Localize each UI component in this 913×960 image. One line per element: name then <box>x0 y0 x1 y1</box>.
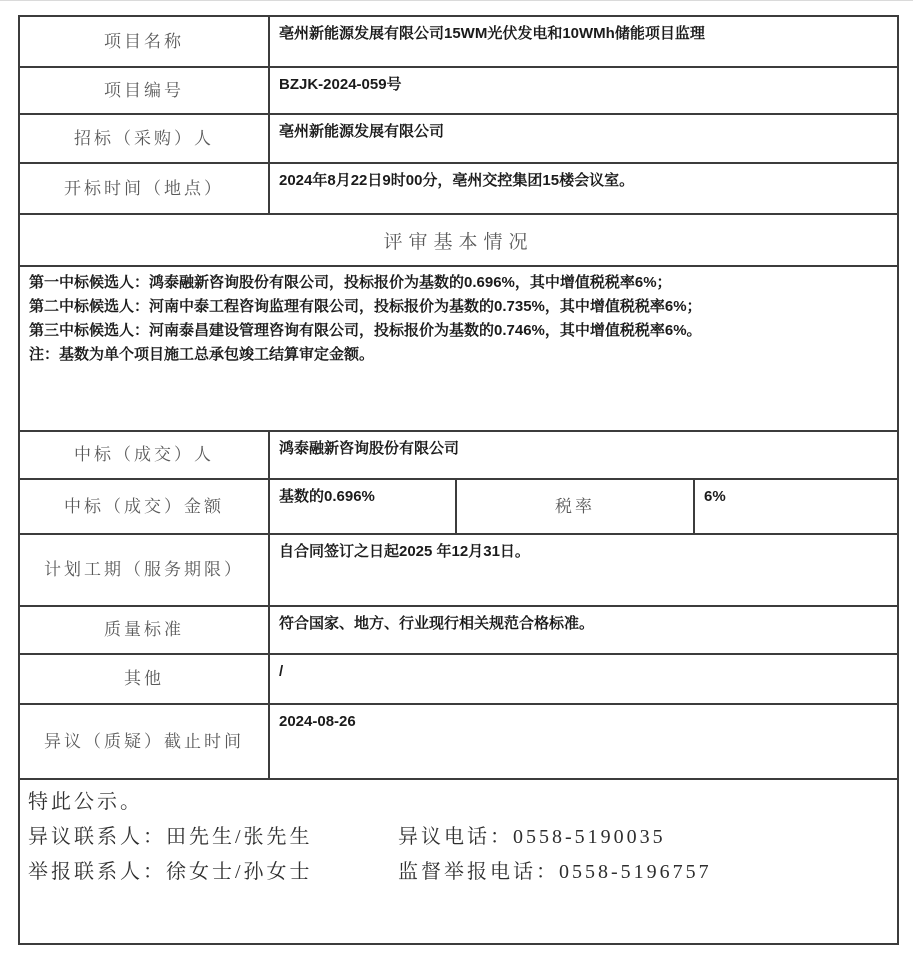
footer-cell <box>19 779 898 944</box>
quality-value: 符合国家、地方、行业现行相关规范合格标准。 <box>269 606 898 654</box>
report-phone: 监督举报电话：0558-5196757 <box>398 861 712 883</box>
row-footer <box>19 779 898 944</box>
row-bid-opening <box>19 163 898 214</box>
row-review-header <box>19 214 898 266</box>
objection-deadline-value: 2024-08-26 <box>269 704 898 779</box>
project-name-value: 亳州新能源发展有限公司15WM光伏发电和10WMh储能项目监理 <box>269 16 898 67</box>
announce-line: 特此公示。 <box>28 791 143 813</box>
review-line-3: 第三中标候选人：河南泰昌建设管理咨询有限公司，投标报价为基数的0.746%，其中增值税税率6%。 <box>29 322 702 339</box>
schedule-label: 计划工期（服务期限） <box>19 534 269 606</box>
review-note: 注：基数为单个项目施工总承包竣工结算审定金额。 <box>29 346 375 363</box>
purchaser-value: 亳州新能源发展有限公司 <box>269 114 898 163</box>
review-line-1: 第一中标候选人：鸿泰融新咨询股份有限公司，投标报价为基数的0.696%，其中增值税税率6%； <box>29 274 672 291</box>
row-winner <box>19 431 898 479</box>
report-contact: 举报联系人：徐女士/孙女士 <box>28 861 313 883</box>
project-no-value: BZJK-2024-059号 <box>269 67 898 114</box>
row-purchaser <box>19 114 898 163</box>
row-project-no <box>19 67 898 114</box>
review-details-cell <box>19 266 898 431</box>
schedule-value: 自合同签订之日起2025 年12月31日。 <box>269 534 898 606</box>
quality-label: 质量标准 <box>19 606 269 654</box>
objection-contact-line <box>28 820 889 855</box>
tax-rate-value: 6% <box>694 479 898 534</box>
row-objection-deadline <box>19 704 898 779</box>
project-name-label: 项目名称 <box>19 16 269 67</box>
bid-notice-table <box>18 15 899 945</box>
winner-label: 中标（成交）人 <box>19 431 269 479</box>
row-project-name <box>19 16 898 67</box>
bid-opening-value: 2024年8月22日9时00分，亳州交控集团15楼会议室。 <box>269 163 898 214</box>
row-quality <box>19 606 898 654</box>
winner-value: 鸿泰融新咨询股份有限公司 <box>269 431 898 479</box>
tax-rate-label: 税率 <box>456 479 694 534</box>
purchaser-label: 招标（采购）人 <box>19 114 269 163</box>
objection-deadline-label: 异议（质疑）截止时间 <box>19 704 269 779</box>
row-review-details <box>19 266 898 431</box>
bid-opening-label: 开标时间（地点） <box>19 163 269 214</box>
row-amount <box>19 479 898 534</box>
amount-label: 中标（成交）金额 <box>19 479 269 534</box>
other-value: / <box>269 654 898 704</box>
row-schedule <box>19 534 898 606</box>
objection-contact: 异议联系人：田先生/张先生 <box>28 826 313 848</box>
other-label: 其他 <box>19 654 269 704</box>
review-line-2: 第二中标候选人：河南中泰工程咨询监理有限公司，投标报价为基数的0.735%，其中增值税税率6%； <box>29 298 702 315</box>
amount-value: 基数的0.696% <box>269 479 456 534</box>
project-no-label: 项目编号 <box>19 67 269 114</box>
row-other <box>19 654 898 704</box>
review-section-header: 评审基本情况 <box>19 214 898 266</box>
objection-phone: 异议电话：0558-5190035 <box>398 826 666 848</box>
report-contact-line <box>28 855 889 890</box>
